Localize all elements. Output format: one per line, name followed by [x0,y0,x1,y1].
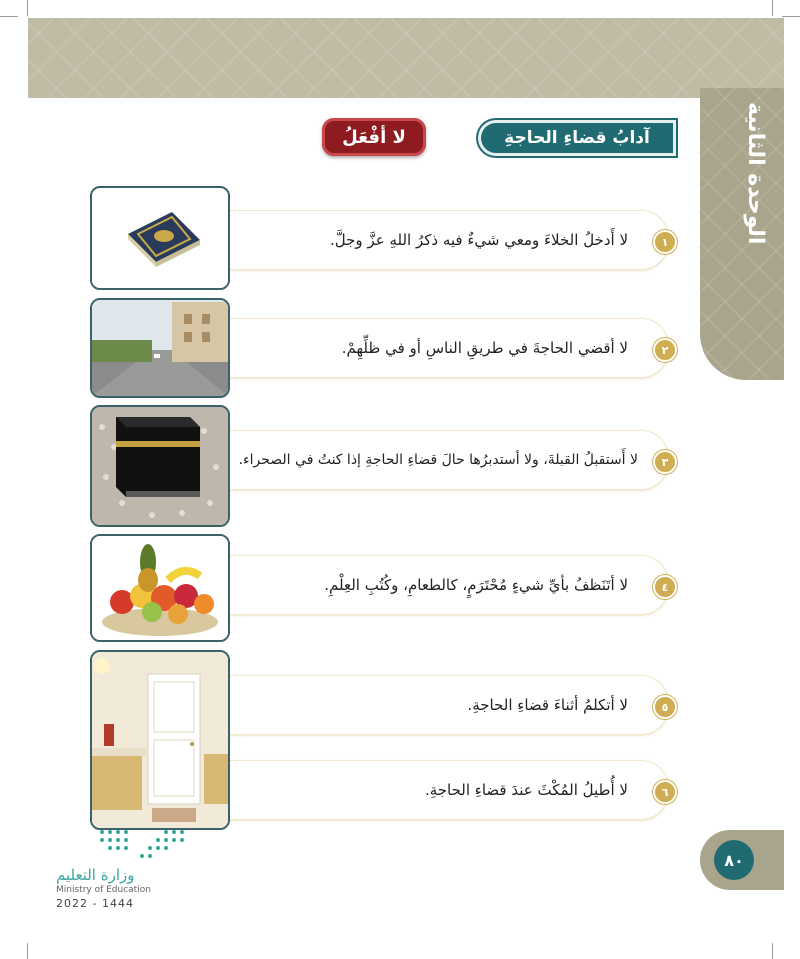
rule-card [226,430,669,490]
edition-year: 2022 - 1444 [56,897,134,910]
rule-text: لا أَستقبلُ القبلةَ، ولا أستدبرُها حالَ قضاءِ الحاجةِ إذا كنتُ في الصحراء. [238,452,638,468]
crop-mark [27,0,28,16]
rule-card [226,675,669,735]
page-number: ٨٠ [714,840,754,880]
crop-mark [782,16,800,17]
rule-text: لا أُطيلُ المُكْثَ عندَ قضاءِ الحاجةِ. [424,781,628,799]
rule-number: ٤ [653,575,677,599]
rule-number: ٣ [653,450,677,474]
rule-text: لا أقضي الحاجةَ في طريقِ الناسِ أو في ظلِّهِمْ. [341,339,628,357]
rule-number: ٥ [653,695,677,719]
rule-text: لا أَدخلُ الخلاءَ ومعي شيءٌ فيه ذكرُ اللهِ عزَّ وجلَّ. [330,231,628,249]
rule-number: ٦ [653,780,677,804]
crop-mark [27,943,28,959]
unit-title: الوحدة الثانية [743,102,768,245]
kaaba-image [90,405,230,527]
bathroom-image [90,650,230,830]
ministry-logo [56,826,176,926]
dont-badge: لا أفْعَلُ [322,118,426,156]
rule-card [226,318,669,378]
street-image [90,298,230,398]
page-number-tab [700,830,784,890]
crop-mark [772,943,773,959]
ministry-dots-icon [96,826,206,862]
fruit-basket-image [90,534,230,642]
topic-label: آدابُ قضاءِ الحاجةِ [478,120,676,156]
header-banner [28,18,784,98]
crop-mark [772,0,773,16]
rule-card [226,555,669,615]
rule-text: لا أتَنَظفُ بأيِّ شيءٍ مُحْتَرَمٍ، كالطعامِ، وكُتُبِ العِلْمِ. [324,576,628,594]
ministry-name-ar: وزارة التعليم [56,866,135,884]
rule-card [226,210,669,270]
ministry-name-en: Ministry of Education [56,885,151,895]
crop-mark [0,16,18,17]
rule-number: ١ [653,230,677,254]
rule-number: ٢ [653,338,677,362]
rule-text: لا أتكلمُ أثناءَ قضاءِ الحاجةِ. [467,696,628,714]
quran-book-image [90,186,230,290]
rule-card [226,760,669,820]
